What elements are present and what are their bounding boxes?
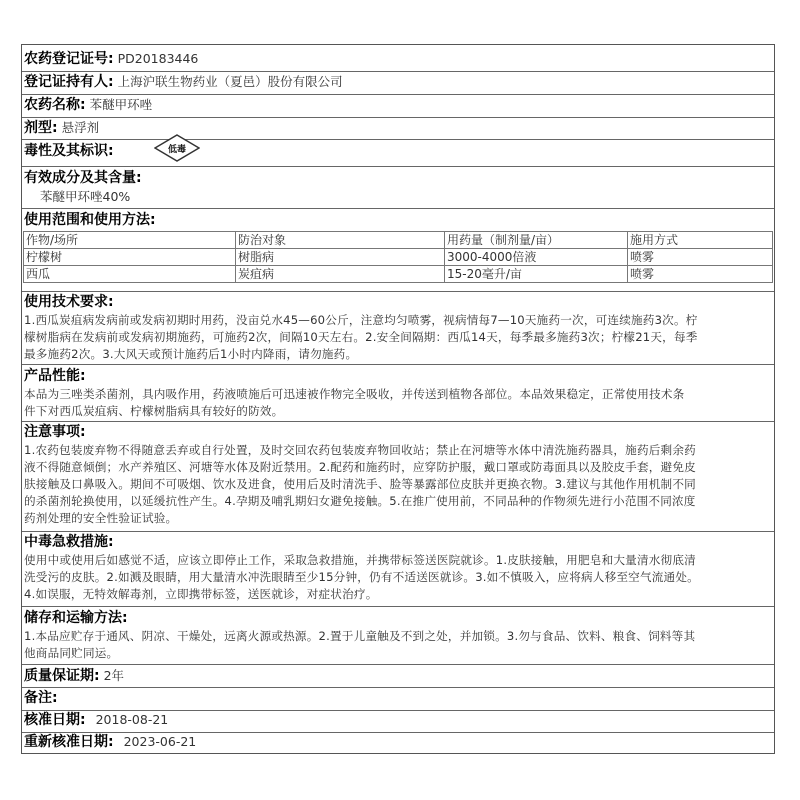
table-cell: 喷雾 xyxy=(628,266,773,283)
performance-text xyxy=(24,386,772,420)
text-line: 液不得随意倾倒；水产养殖区、河塘等水体及附近禁用。2.配药和施药时，应穿防护服，戴口罩或防毒面具以及胶皮手套，避免皮 xyxy=(24,460,696,474)
toxicity-row xyxy=(24,141,772,161)
text-line: 他商品同贮同运。 xyxy=(24,646,119,660)
ingredient-label: 有效成分及其含量: xyxy=(24,170,142,186)
notes-text xyxy=(24,442,772,527)
text-line: 药剂处理的安全性验证试验。 xyxy=(24,511,178,525)
form-value: 悬浮剂 xyxy=(61,120,100,135)
holder-row xyxy=(24,72,772,92)
approve-row xyxy=(24,710,772,730)
performance-label: 产品性能: xyxy=(24,368,86,384)
column-header: 作物/场所 xyxy=(24,232,236,249)
tech-label: 使用技术要求: xyxy=(24,294,114,310)
text-line: 本品为三唑类杀菌剂，具内吸作用，药液喷施后可迅速被作物完全吸收，并传送到植物各部位。本品效果稳定，正常使用技术条 xyxy=(24,387,685,401)
column-header: 施用方式 xyxy=(628,232,773,249)
firstaid-text xyxy=(24,552,772,603)
table-cell: 喷雾 xyxy=(628,249,773,266)
tech-text xyxy=(24,312,772,363)
ingredient-value xyxy=(40,187,772,207)
notes-label: 注意事项: xyxy=(24,424,86,440)
name-label: 农药名称: xyxy=(24,97,86,113)
storage-label: 储存和运输方法: xyxy=(24,610,128,626)
text-line: 洗受污的皮肤。2.如溅及眼睛，用大量清水冲洗眼睛至少15分钟，仍有不适送医就诊。3.如不慎吸入，应将病人移至空气流通处。 xyxy=(24,570,699,584)
table-cell: 炭疽病 xyxy=(236,266,445,283)
reg-no-label: 农药登记证号: xyxy=(24,51,114,67)
divider xyxy=(22,364,774,365)
text-line: 1.西瓜炭疽病发病前或发病初期时用药，没亩兑水45—60公斤，注意均匀喷雾，视病情每7—10天施药一次，可连续施药3次。柠 xyxy=(24,313,698,327)
divider xyxy=(22,139,774,140)
table-header-row xyxy=(24,232,773,249)
form-row xyxy=(24,118,772,138)
text-line: 檬树脂病在发病前或发病初期施药，可施药2次，间隔10天左右。2.安全间隔期：西瓜14天，每季最多施药3次；柠檬21天，每季 xyxy=(24,330,698,344)
divider xyxy=(22,606,774,607)
usage-label: 使用范围和使用方法: xyxy=(24,212,156,228)
divider xyxy=(22,664,774,665)
column-header: 防治对象 xyxy=(236,232,445,249)
divider xyxy=(22,421,774,422)
low-toxicity-badge-icon xyxy=(154,134,200,162)
divider xyxy=(22,166,774,167)
text-line: 最多施药2次。3.大风天或预计施药后1小时内降雨，请勿施药。 xyxy=(24,347,358,361)
remark-label: 备注: xyxy=(24,690,58,706)
text-line: 1.农药包装废弃物不得随意丢弃或自行处置，及时交回农药包装废弃物回收站；禁止在河塘等水体中清洗施药器具，施药后剩余药 xyxy=(24,443,696,457)
table-cell: 树脂病 xyxy=(236,249,445,266)
text-line: 4.如误服，无特效解毒剂，立即携带标签，送医就诊，对症状治疗。 xyxy=(24,587,378,601)
text-line: 件下对西瓜炭疽病、柠檬树脂病具有较好的防效。 xyxy=(24,404,284,418)
registration-card xyxy=(21,44,775,754)
toxicity-label: 毒性及其标识: xyxy=(24,143,114,159)
text-line: 的杀菌剂轮换使用，以延缓抗性产生。4.孕期及哺乳期妇女避免接触。5.在推广使用前，不同品种的作物须先进行小范围不同浓度 xyxy=(24,494,696,508)
table-cell: 西瓜 xyxy=(24,266,236,283)
reg-no-value: PD20183446 xyxy=(117,51,199,66)
remark-row xyxy=(24,688,772,708)
reapprove-value: 2023-06-21 xyxy=(123,734,197,749)
shelf-row xyxy=(24,666,772,686)
reapprove-row xyxy=(24,732,772,752)
divider xyxy=(22,531,774,532)
divider xyxy=(22,208,774,209)
shelf-value: 2年 xyxy=(103,668,125,683)
table-cell: 柠檬树 xyxy=(24,249,236,266)
ingredient-value-text: 苯醚甲环唑40% xyxy=(40,189,131,204)
column-header: 用药量（制剂量/亩） xyxy=(445,232,628,249)
approve-label: 核准日期: xyxy=(24,712,86,728)
reapprove-label: 重新核准日期: xyxy=(24,734,114,750)
table-cell: 15-20毫升/亩 xyxy=(445,266,628,283)
holder-value: 上海沪联生物药业（夏邑）股份有限公司 xyxy=(117,74,343,89)
usage-table xyxy=(23,231,773,283)
holder-label: 登记证持有人: xyxy=(24,74,114,90)
divider xyxy=(22,291,774,292)
name-row xyxy=(24,95,772,115)
badge-text: 低毒 xyxy=(167,145,187,155)
table-row xyxy=(24,266,773,283)
text-line: 使用中或使用后如感觉不适，应该立即停止工作，采取急救措施，并携带标签送医院就诊。1.皮肤接触，用肥皂和大量清水彻底清 xyxy=(24,553,696,567)
text-line: 1.本品应贮存于通风、阴凉、干燥处，远离火源或热源。2.置于儿童触及不到之处，并加锁。3.勿与食品、饮料、粮食、饲料等其 xyxy=(24,629,696,643)
name-value: 苯醚甲环唑 xyxy=(89,97,153,112)
shelf-label: 质量保证期: xyxy=(24,668,100,684)
text-line: 肤接触及口鼻吸入。期间不可吸烟、饮水及进食，使用后及时清洗手、脸等暴露部位皮肤并更换衣物。3.建议与其他作用机制不同 xyxy=(24,477,696,491)
approve-value: 2018-08-21 xyxy=(95,712,169,727)
storage-text xyxy=(24,628,772,662)
reg-no-row xyxy=(24,49,772,69)
firstaid-label: 中毒急救措施: xyxy=(24,534,114,550)
table-cell: 3000-4000倍液 xyxy=(445,249,628,266)
form-label: 剂型: xyxy=(24,120,58,136)
table-row xyxy=(24,249,773,266)
